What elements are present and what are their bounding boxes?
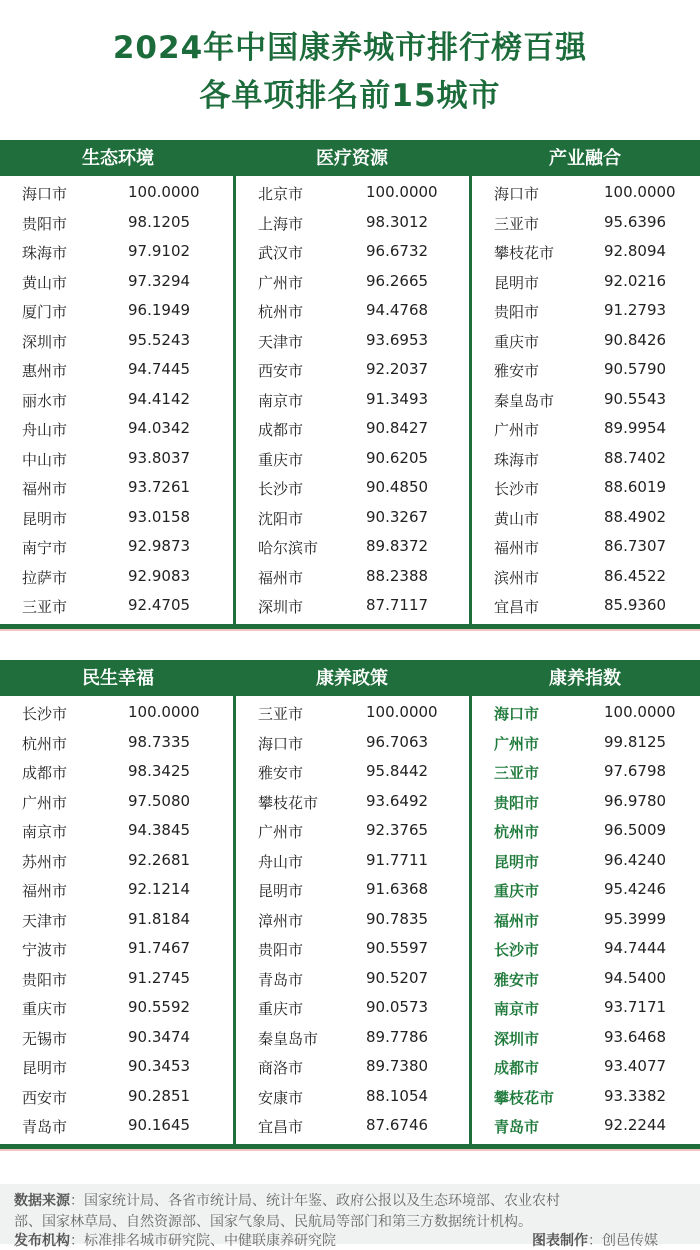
score-value: 86.7307 xyxy=(604,537,667,555)
table-row xyxy=(22,591,230,621)
score-value: 90.5597 xyxy=(366,939,429,957)
score-value: 98.3012 xyxy=(366,212,429,231)
column-divider xyxy=(233,696,236,1144)
score-value: 100.0000 xyxy=(604,183,676,201)
score-value: 93.7261 xyxy=(128,478,191,496)
table-row xyxy=(22,1052,230,1082)
city-name: 黄山市 xyxy=(22,273,68,292)
table-row xyxy=(258,267,466,297)
table-row xyxy=(494,846,696,876)
city-name: 贵阳市 xyxy=(258,941,304,959)
city-name: 三亚市 xyxy=(258,705,304,723)
table-row xyxy=(494,1052,696,1082)
city-name: 长沙市 xyxy=(494,941,540,959)
table-row xyxy=(22,414,230,444)
city-name: 天津市 xyxy=(258,332,304,351)
city-name: 长沙市 xyxy=(258,480,304,498)
source-label: 数据来源 xyxy=(14,1193,70,1209)
footer xyxy=(0,1184,700,1249)
source-text-2: 部、国家林草局、自然资源部、国家气象局、民航局等部门和第三方数据统计机构。 xyxy=(14,1214,532,1230)
maker-text: ：创邑传媒 xyxy=(588,1233,658,1249)
table-row xyxy=(494,267,696,297)
city-name: 长沙市 xyxy=(494,480,540,498)
city-name: 海口市 xyxy=(494,705,540,723)
table-row xyxy=(22,532,230,562)
score-value: 95.4246 xyxy=(604,880,667,898)
score-value: 89.8372 xyxy=(366,537,429,555)
table-row xyxy=(258,562,466,592)
footer-publisher xyxy=(14,1230,336,1250)
table-row xyxy=(494,1082,696,1112)
city-name: 广州市 xyxy=(494,421,540,439)
table-row xyxy=(258,846,466,876)
table-row xyxy=(258,473,466,503)
publisher-label: 发布机构 xyxy=(14,1233,70,1249)
city-name: 福州市 xyxy=(22,480,68,498)
score-value: 92.2681 xyxy=(128,850,191,869)
city-name: 雅安市 xyxy=(494,970,540,989)
city-name: 重庆市 xyxy=(494,882,540,900)
city-name: 雅安市 xyxy=(258,764,304,782)
score-value: 100.0000 xyxy=(128,703,200,721)
score-value: 91.2745 xyxy=(128,968,191,987)
city-name: 深圳市 xyxy=(22,332,68,351)
score-value: 93.4077 xyxy=(604,1057,667,1075)
city-name: 成都市 xyxy=(258,421,304,439)
table-row xyxy=(494,728,696,758)
score-value: 88.7402 xyxy=(604,448,667,467)
city-name: 长沙市 xyxy=(22,705,68,723)
city-name: 南京市 xyxy=(258,391,304,410)
score-value: 90.5790 xyxy=(604,360,667,378)
table-row xyxy=(494,444,696,474)
table-row xyxy=(258,905,466,935)
table-row xyxy=(258,355,466,385)
table-row xyxy=(258,875,466,905)
score-value: 96.1949 xyxy=(128,301,191,319)
score-value: 93.0158 xyxy=(128,507,191,526)
table-row xyxy=(258,1023,466,1053)
table-row xyxy=(22,964,230,994)
city-name: 漳州市 xyxy=(258,911,304,930)
score-value: 94.3845 xyxy=(128,821,191,839)
table-row xyxy=(494,787,696,817)
city-name: 青岛市 xyxy=(22,1118,68,1136)
score-value: 95.8442 xyxy=(366,762,429,780)
table-row xyxy=(22,1111,230,1141)
table-row xyxy=(22,757,230,787)
score-value: 92.2037 xyxy=(366,360,429,378)
score-value: 92.3765 xyxy=(366,821,429,839)
city-name: 福州市 xyxy=(22,882,68,900)
source-text-1: ：国家统计局、各省市统计局、统计年鉴、政府公报以及生态环境部、农业农村 xyxy=(70,1193,560,1209)
city-name: 杭州市 xyxy=(22,734,68,753)
score-value: 100.0000 xyxy=(366,703,438,721)
city-name: 北京市 xyxy=(258,185,304,203)
city-name: 珠海市 xyxy=(22,244,68,262)
score-value: 90.4850 xyxy=(366,478,429,496)
city-name: 贵阳市 xyxy=(494,303,540,321)
table-row xyxy=(494,757,696,787)
column-header: 医疗资源 xyxy=(234,140,470,176)
table-row xyxy=(258,208,466,238)
city-name: 丽水市 xyxy=(22,391,68,410)
score-value: 92.2244 xyxy=(604,1116,667,1134)
city-name: 南宁市 xyxy=(22,539,68,557)
city-name: 舟山市 xyxy=(258,852,304,871)
table-row xyxy=(22,267,230,297)
score-value: 91.6368 xyxy=(366,880,429,898)
score-value: 93.6953 xyxy=(366,330,429,349)
city-name: 昆明市 xyxy=(494,273,540,292)
score-value: 93.7171 xyxy=(604,998,667,1016)
score-value: 86.4522 xyxy=(604,566,667,585)
column-divider xyxy=(469,176,472,624)
city-name: 秦皇岛市 xyxy=(494,391,555,410)
score-value: 96.6732 xyxy=(366,242,429,260)
city-name: 拉萨市 xyxy=(22,568,68,587)
table-row xyxy=(22,846,230,876)
city-name: 无锡市 xyxy=(22,1029,68,1048)
score-value: 95.5243 xyxy=(128,330,191,349)
table-row xyxy=(494,934,696,964)
score-value: 91.2793 xyxy=(604,301,667,319)
table-row xyxy=(22,355,230,385)
table-block-1 xyxy=(0,140,700,632)
city-name: 沈阳市 xyxy=(258,509,304,528)
table-row xyxy=(494,473,696,503)
score-value: 89.9954 xyxy=(604,419,667,437)
city-name: 南京市 xyxy=(22,823,68,841)
score-value: 88.4902 xyxy=(604,507,667,526)
score-value: 88.2388 xyxy=(366,566,429,585)
city-name: 海口市 xyxy=(494,185,540,203)
page-title: 2024年中国康养城市排行榜百强 xyxy=(112,30,588,66)
score-value: 98.1205 xyxy=(128,212,191,231)
score-value: 90.8426 xyxy=(604,330,667,349)
city-name: 福州市 xyxy=(258,568,304,587)
score-value: 89.7786 xyxy=(366,1027,429,1046)
city-name: 攀枝花市 xyxy=(494,244,555,262)
city-name: 成都市 xyxy=(494,1059,540,1077)
score-value: 94.5400 xyxy=(604,968,667,987)
score-value: 94.7445 xyxy=(128,360,191,378)
score-value: 90.0573 xyxy=(366,998,429,1016)
table-row xyxy=(258,178,466,208)
score-value: 85.9360 xyxy=(604,596,667,614)
score-value: 90.2851 xyxy=(128,1086,191,1105)
city-name: 舟山市 xyxy=(22,421,68,439)
city-name: 福州市 xyxy=(494,911,540,930)
score-value: 99.8125 xyxy=(604,732,667,751)
table-row xyxy=(258,757,466,787)
table-row xyxy=(494,1111,696,1141)
table-row xyxy=(494,296,696,326)
table-row xyxy=(258,787,466,817)
score-value: 87.7117 xyxy=(366,596,429,614)
table-row xyxy=(22,444,230,474)
table-row xyxy=(22,562,230,592)
city-name: 商洛市 xyxy=(258,1059,304,1077)
score-value: 90.5592 xyxy=(128,998,191,1016)
footer-maker xyxy=(532,1230,658,1250)
table-row xyxy=(22,875,230,905)
city-name: 宁波市 xyxy=(22,941,68,959)
city-name: 苏州市 xyxy=(22,852,68,871)
table-row xyxy=(22,296,230,326)
table-row xyxy=(258,816,466,846)
table-row xyxy=(494,208,696,238)
score-value: 96.9780 xyxy=(604,791,667,810)
score-value: 92.1214 xyxy=(128,880,191,898)
city-name: 西安市 xyxy=(258,362,304,380)
table-row xyxy=(494,178,696,208)
city-name: 广州市 xyxy=(22,793,68,812)
table-row xyxy=(22,385,230,415)
city-name: 宜昌市 xyxy=(258,1118,304,1136)
score-value: 90.3453 xyxy=(128,1057,191,1075)
footer-source-line-1 xyxy=(14,1190,560,1210)
city-name: 滨州市 xyxy=(494,568,540,587)
score-value: 90.7835 xyxy=(366,909,429,928)
score-value: 100.0000 xyxy=(366,183,438,201)
table-row xyxy=(494,591,696,621)
city-name: 昆明市 xyxy=(258,882,304,900)
score-value: 93.6468 xyxy=(604,1027,667,1046)
score-value: 92.9873 xyxy=(128,537,191,555)
score-value: 90.3267 xyxy=(366,507,429,526)
score-value: 100.0000 xyxy=(604,703,676,721)
score-value: 97.6798 xyxy=(604,762,667,780)
score-value: 92.8094 xyxy=(604,242,667,260)
table-row xyxy=(258,532,466,562)
column-divider xyxy=(233,176,236,624)
table-row xyxy=(258,296,466,326)
table-row xyxy=(258,591,466,621)
score-value: 100.0000 xyxy=(128,183,200,201)
city-name: 黄山市 xyxy=(494,509,540,528)
table-row xyxy=(258,934,466,964)
table-row xyxy=(494,385,696,415)
score-value: 96.4240 xyxy=(604,850,667,869)
table-row xyxy=(494,355,696,385)
table-row xyxy=(22,1082,230,1112)
city-name: 重庆市 xyxy=(258,450,304,469)
city-name: 中山市 xyxy=(22,450,68,469)
column-header: 康养政策 xyxy=(234,660,470,696)
score-value: 87.6746 xyxy=(366,1116,429,1134)
table-bottom-stripe xyxy=(0,1149,700,1151)
city-name: 贵阳市 xyxy=(22,214,68,233)
table-row xyxy=(494,964,696,994)
table-row xyxy=(22,698,230,728)
city-name: 昆明市 xyxy=(494,852,540,871)
score-value: 90.8427 xyxy=(366,419,429,437)
score-value: 94.0342 xyxy=(128,419,191,437)
city-name: 武汉市 xyxy=(258,244,304,262)
table-row xyxy=(258,385,466,415)
score-value: 90.5543 xyxy=(604,389,667,408)
score-value: 92.4705 xyxy=(128,596,191,614)
city-name: 三亚市 xyxy=(494,764,540,782)
table-block-2 xyxy=(0,660,700,1152)
city-name: 上海市 xyxy=(258,214,304,233)
maker-label: 图表制作 xyxy=(532,1233,588,1249)
score-value: 96.7063 xyxy=(366,732,429,751)
city-name: 海口市 xyxy=(258,734,304,753)
score-value: 95.3999 xyxy=(604,909,667,928)
table-row xyxy=(258,1052,466,1082)
table-row xyxy=(494,326,696,356)
column-header: 产业融合 xyxy=(470,140,700,176)
city-name: 重庆市 xyxy=(22,1000,68,1018)
table-row xyxy=(22,503,230,533)
table-row xyxy=(22,787,230,817)
score-value: 95.6396 xyxy=(604,212,667,231)
table-row xyxy=(494,562,696,592)
city-name: 攀枝花市 xyxy=(494,1088,555,1107)
score-value: 90.5207 xyxy=(366,968,429,987)
table-row xyxy=(494,875,696,905)
column-header: 生态环境 xyxy=(0,140,236,176)
score-value: 94.4768 xyxy=(366,301,429,319)
table-row xyxy=(494,503,696,533)
score-value: 98.7335 xyxy=(128,732,191,751)
city-name: 惠州市 xyxy=(22,362,68,380)
table-row xyxy=(22,473,230,503)
table-row xyxy=(258,964,466,994)
city-name: 安康市 xyxy=(258,1088,304,1107)
city-name: 青岛市 xyxy=(258,970,304,989)
city-name: 广州市 xyxy=(258,823,304,841)
table-row xyxy=(258,237,466,267)
table-row xyxy=(22,728,230,758)
city-name: 重庆市 xyxy=(494,332,540,351)
city-name: 杭州市 xyxy=(494,823,540,841)
table-row xyxy=(258,444,466,474)
score-value: 98.3425 xyxy=(128,762,191,780)
score-value: 88.6019 xyxy=(604,478,667,496)
score-value: 89.7380 xyxy=(366,1057,429,1075)
city-name: 秦皇岛市 xyxy=(258,1029,319,1048)
city-name: 广州市 xyxy=(494,734,540,753)
city-name: 哈尔滨市 xyxy=(258,539,319,557)
table-row xyxy=(258,1111,466,1141)
score-value: 96.2665 xyxy=(366,271,429,290)
column-divider xyxy=(469,696,472,1144)
score-value: 97.5080 xyxy=(128,791,191,810)
table-row xyxy=(22,993,230,1023)
city-name: 厦门市 xyxy=(22,303,68,321)
city-name: 南京市 xyxy=(494,1000,540,1018)
table-row xyxy=(258,993,466,1023)
table-row xyxy=(258,1082,466,1112)
table-row xyxy=(258,728,466,758)
table-row xyxy=(22,178,230,208)
table-row xyxy=(494,1023,696,1053)
table-row xyxy=(494,237,696,267)
score-value: 94.4142 xyxy=(128,389,191,408)
score-value: 92.0216 xyxy=(604,271,667,290)
city-name: 昆明市 xyxy=(22,509,68,528)
score-value: 90.3474 xyxy=(128,1027,191,1046)
score-value: 91.8184 xyxy=(128,909,191,928)
table-bottom-stripe xyxy=(0,629,700,631)
score-value: 92.9083 xyxy=(128,566,191,585)
city-name: 攀枝花市 xyxy=(258,793,319,812)
score-value: 93.6492 xyxy=(366,791,429,810)
score-value: 91.3493 xyxy=(366,389,429,408)
city-name: 宜昌市 xyxy=(494,598,540,616)
city-name: 三亚市 xyxy=(494,214,540,233)
city-name: 重庆市 xyxy=(258,1000,304,1018)
score-value: 90.6205 xyxy=(366,448,429,467)
table-row xyxy=(22,816,230,846)
city-name: 西安市 xyxy=(22,1088,68,1107)
table-row xyxy=(494,532,696,562)
table-row xyxy=(22,905,230,935)
score-value: 97.9102 xyxy=(128,242,191,260)
table-row xyxy=(258,698,466,728)
score-value: 91.7467 xyxy=(128,939,191,957)
city-name: 海口市 xyxy=(22,185,68,203)
table-row xyxy=(494,993,696,1023)
city-name: 天津市 xyxy=(22,911,68,930)
city-name: 成都市 xyxy=(22,764,68,782)
table-row xyxy=(494,816,696,846)
table-row xyxy=(22,934,230,964)
city-name: 三亚市 xyxy=(22,598,68,616)
city-name: 深圳市 xyxy=(258,598,304,616)
table-row xyxy=(258,503,466,533)
city-name: 珠海市 xyxy=(494,450,540,469)
column-header: 民生幸福 xyxy=(0,660,236,696)
table-row xyxy=(494,905,696,935)
table-row xyxy=(22,237,230,267)
table-row xyxy=(494,414,696,444)
table-row xyxy=(258,414,466,444)
score-value: 88.1054 xyxy=(366,1086,429,1105)
city-name: 昆明市 xyxy=(22,1059,68,1077)
table-row xyxy=(22,1023,230,1053)
score-value: 91.7711 xyxy=(366,850,429,869)
page-subtitle: 各单项排名前15城市 xyxy=(199,78,501,114)
table-row xyxy=(22,326,230,356)
score-value: 90.1645 xyxy=(128,1116,191,1134)
city-name: 福州市 xyxy=(494,539,540,557)
table-row xyxy=(22,208,230,238)
table-row xyxy=(258,326,466,356)
city-name: 雅安市 xyxy=(494,362,540,380)
publisher-text: ：标准排名城市研究院、中健联康养研究院 xyxy=(70,1233,336,1249)
city-name: 青岛市 xyxy=(494,1118,540,1136)
column-header: 康养指数 xyxy=(470,660,700,696)
city-name: 广州市 xyxy=(258,273,304,292)
city-name: 杭州市 xyxy=(258,303,304,321)
table-row xyxy=(494,698,696,728)
score-value: 94.7444 xyxy=(604,939,667,957)
score-value: 96.5009 xyxy=(604,821,667,839)
score-value: 93.3382 xyxy=(604,1086,667,1105)
city-name: 贵阳市 xyxy=(22,970,68,989)
score-value: 97.3294 xyxy=(128,271,191,290)
city-name: 贵阳市 xyxy=(494,793,540,812)
score-value: 93.8037 xyxy=(128,448,191,467)
city-name: 深圳市 xyxy=(494,1029,540,1048)
